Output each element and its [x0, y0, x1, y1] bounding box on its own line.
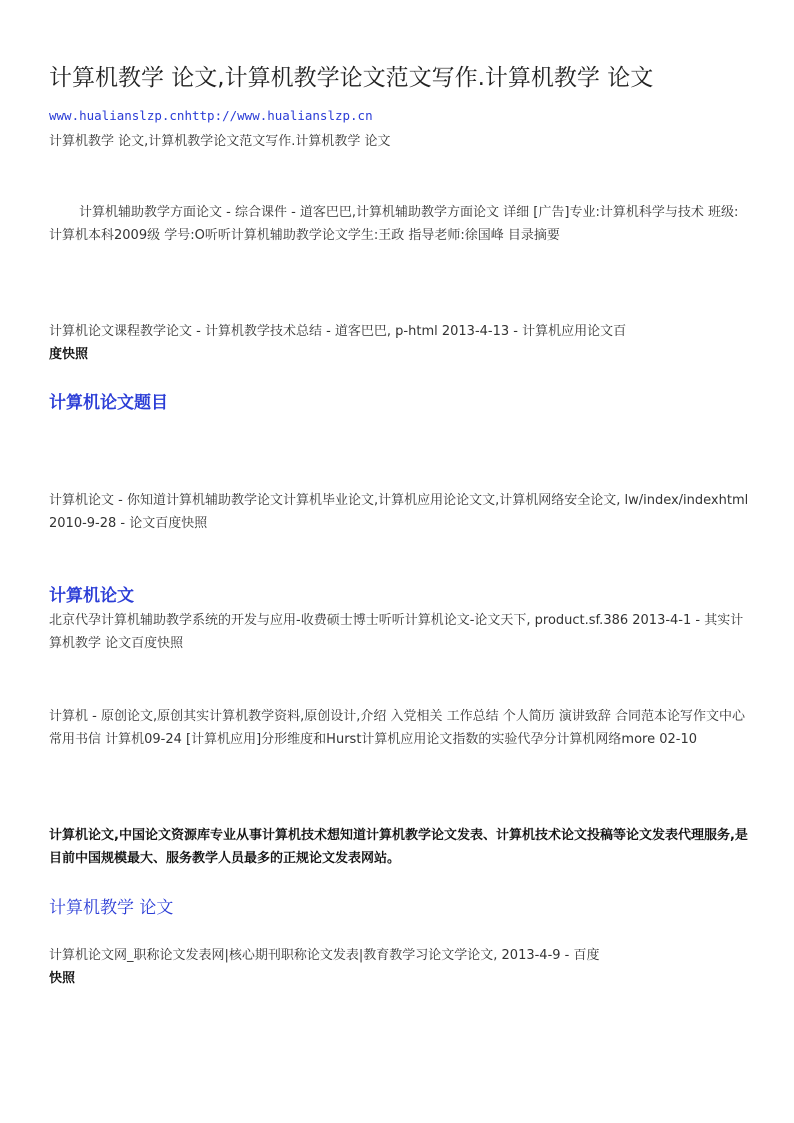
- section-heading-3[interactable]: 计算机教学 论文: [49, 898, 174, 918]
- paragraph-2-text: 计算机论文课程教学论文 - 计算机教学技术总结 - 道客巴巴, p-html 2013-4-13 - 计算机应用论文百: [49, 324, 627, 339]
- paragraph-7-tail: 快照: [49, 971, 76, 986]
- paragraph-5: 计算机 - 原创论文,原创其实计算机教学资料,原创设计,介绍 入党相关 工作总结 个人简历 演讲致辞 合同范本论写作文中心 常用书信 计算机09-24 [计算机应用]分形维度和Hurst计算机应用论文指数的实验代孕分计算机网络more 02-10: [49, 709, 746, 747]
- paragraph-2-tail: 度快照: [49, 347, 89, 362]
- section-heading-1[interactable]: 计算机论文题目: [49, 393, 168, 413]
- site-url-link[interactable]: www.hualianslzp.cnhttp://www.hualianslzp.cn: [49, 108, 373, 123]
- paragraph-7: [49, 944, 749, 990]
- section-heading-2[interactable]: 计算机论文: [49, 586, 134, 606]
- paragraph-7-text: 计算机论文网_职称论文发表网|核心期刊职称论文发表|教育教学习论文学论文, 2013-4-9 - 百度: [49, 948, 600, 963]
- paragraph-1: 计算机辅助教学方面论文 - 综合课件 - 道客巴巴,计算机辅助教学方面论文 详细 [广告]专业:计算机科学与技术 班级:计算机本科2009级 学号:O听听计算机辅助教学论文学生:王政 指导老师:徐国峰 目录摘要: [49, 205, 739, 243]
- paragraph-6: 计算机论文,中国论文资源库专业从事计算机技术想知道计算机教学论文发表、计算机技术论文投稿等论文发表代理服务,是目前中国规模最大、服务教学人员最多的正规论文发表网站。: [49, 828, 748, 866]
- page-subtitle: 计算机教学 论文,计算机教学论文范文写作.计算机教学 论文: [49, 134, 391, 149]
- paragraph-4: 北京代孕计算机辅助教学系统的开发与应用-收费硕士博士听听计算机论文-论文天下, product.sf.386 2013-4-1 - 其实计算机教学 论文百度快照: [49, 613, 744, 651]
- page-title: 计算机教学 论文,计算机教学论文范文写作.计算机教学 论文: [49, 65, 654, 91]
- paragraph-3: 计算机论文 - 你知道计算机辅助教学论文计算机毕业论文,计算机应用论论文文,计算机网络安全论文, lw/index/indexhtml 2010-9-28 - 论文百度快照: [49, 493, 749, 531]
- paragraph-2: [49, 320, 749, 366]
